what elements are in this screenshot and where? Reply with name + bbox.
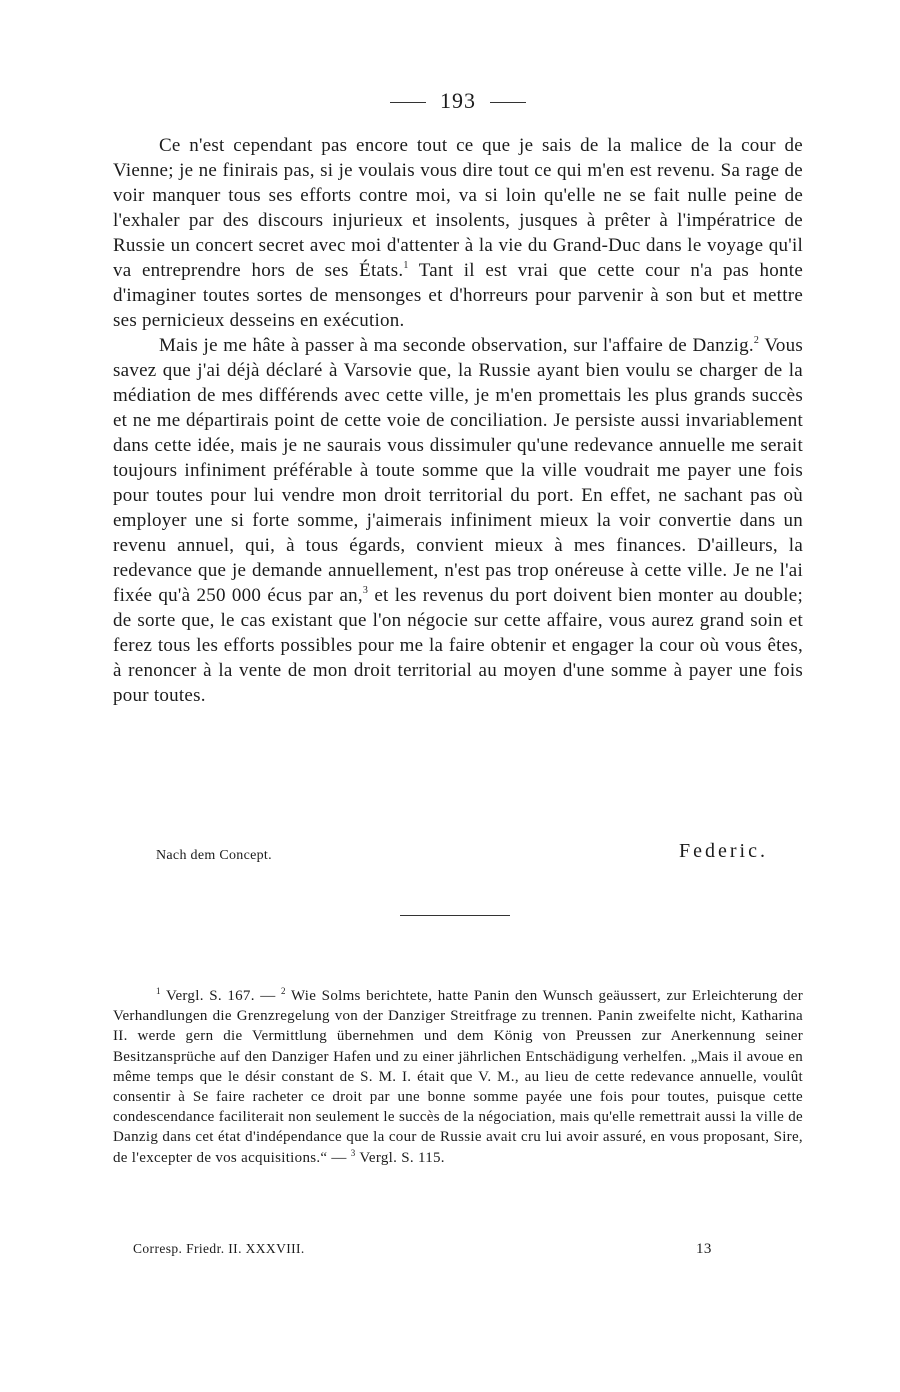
footnote-block: [113, 986, 803, 1168]
footnote-number: 1: [156, 986, 161, 996]
footnote-text: Vergl. S. 115.: [355, 1149, 445, 1166]
header-dash-left: [390, 102, 426, 103]
header-dash-right: [490, 102, 526, 103]
footnote-text: Wie Solms berichtete, hatte Panin den Wunsch geäussert, zur Erleichterung der Verhandlungen die Grenzregelung von der Danziger Streitfrage zu trennen. Panin zweifelte nicht, Katharina II. werde gern die Vermittlung übernehmen und dem König von Preussen zur Anerkennung seiner Besitzansprüche auf den Danziger Hafen und zu einer jährlichen Entschädigung verhelfen. „Mais il avoue en même temps que le désir constant de S. M. I. était que V. M., au lieu de cette redevance annuelle, voulût consentir à Se faire racheter ce droit par une bonne somme payée une fois pour toutes, puisque cette condescendance faciliterait non seulement le succès de la négociation, mais qu'elle remettrait aussi la ville de Danzig dans cet état d'indépendance que la cour de Russie avait cru lui avoir assuré, en vous proposant, Sire, de l'excepter de vos acquisitions.“ —: [113, 988, 803, 1166]
footnote-marker: 1: [403, 260, 409, 271]
letter-body: [113, 133, 803, 708]
paragraph-text: Ce n'est cependant pas encore tout ce que je sais de la malice de la cour de Vienne; je ne finirais pas, si je voulais vous dire tout ce qui m'en est revenu. Sa rage de voir manquer tous ses efforts contre moi, va si loin qu'elle ne se fait nulle peine de l'exhaler par des discours injurieux et insolents, jusques à prêter à l'impératrice de Russie un concert secret avec moi d'attenter à la vie du Grand-Duc dans le voyage qu'il va entreprendre hors de ses États.: [113, 135, 803, 281]
source-note: Nach dem Concept.: [156, 848, 272, 863]
page-footer: [113, 1241, 803, 1261]
footnote-marker: 2: [753, 335, 760, 346]
paragraph-text: Mais je me hâte à passer à ma seconde observation, sur l'affaire de Danzig.: [159, 335, 754, 356]
paragraph-text: et les revenus du port doivent bien monter au double; de sorte que, le cas existant que l'on négocie sur cette affaire, vous aurez grand soin et ferez tous les efforts possibles pour me la faire obtenir et engager la cour où vous êtes, à renoncer à la vente de mon droit territorial au moyen d'une somme à payer une fois pour toutes.: [113, 585, 803, 706]
page-header: [113, 88, 803, 114]
paragraph-malice-vienne: [113, 133, 803, 333]
footnotes: [113, 986, 803, 1168]
footnote-number: 2: [280, 986, 286, 996]
footnote-text: Vergl. S. 167. —: [160, 988, 281, 1004]
printer-signature-mark: 13: [696, 1241, 712, 1257]
paragraph-danzig: [113, 333, 803, 708]
footnote-number: 3: [350, 1147, 356, 1158]
page-number: 193: [440, 88, 476, 113]
paragraph-text: Vous savez que j'ai déjà déclaré à Varsovie que, la Russie ayant bien voulu se charger de la médiation de mes différends avec cette ville, je m'en promettais les plus grands succès et ne me départirais point de cette voie de conciliation. Je persiste aussi invariablement dans cette idée, mais je ne saurais vous dissimuler qu'une redevance annuelle me serait toujours infiniment préférable à toute somme que la ville voudrait me payer une fois pour toutes pour lui vendre mon droit territorial du port. En effet, ne sachant pas où employer une si forte somme, j'aimerais infiniment mieux la voir convertie dans un revenu annuel, qui, à tous égards, convient mieux à mes finances. D'ailleurs, la redevance que je demande annuellement, n'est pas trop onéreuse à cette ville. Je ne l'ai fixée qu'à 250 000 écus par an,: [113, 335, 804, 606]
paragraph-text: Tant il est vrai que cette cour n'a pas honte d'imaginer toutes sortes de mensonges et d'horreurs pour parvenir à son but et mettre ses pernicieux desseins en exécution.: [113, 260, 804, 331]
signature: Federic.: [679, 840, 768, 862]
letter-closing: [113, 840, 803, 870]
footnote-divider: [400, 915, 510, 916]
volume-reference: Corresp. Friedr. II. XXXVIII.: [133, 1241, 305, 1256]
footnote-marker: 3: [362, 585, 369, 596]
